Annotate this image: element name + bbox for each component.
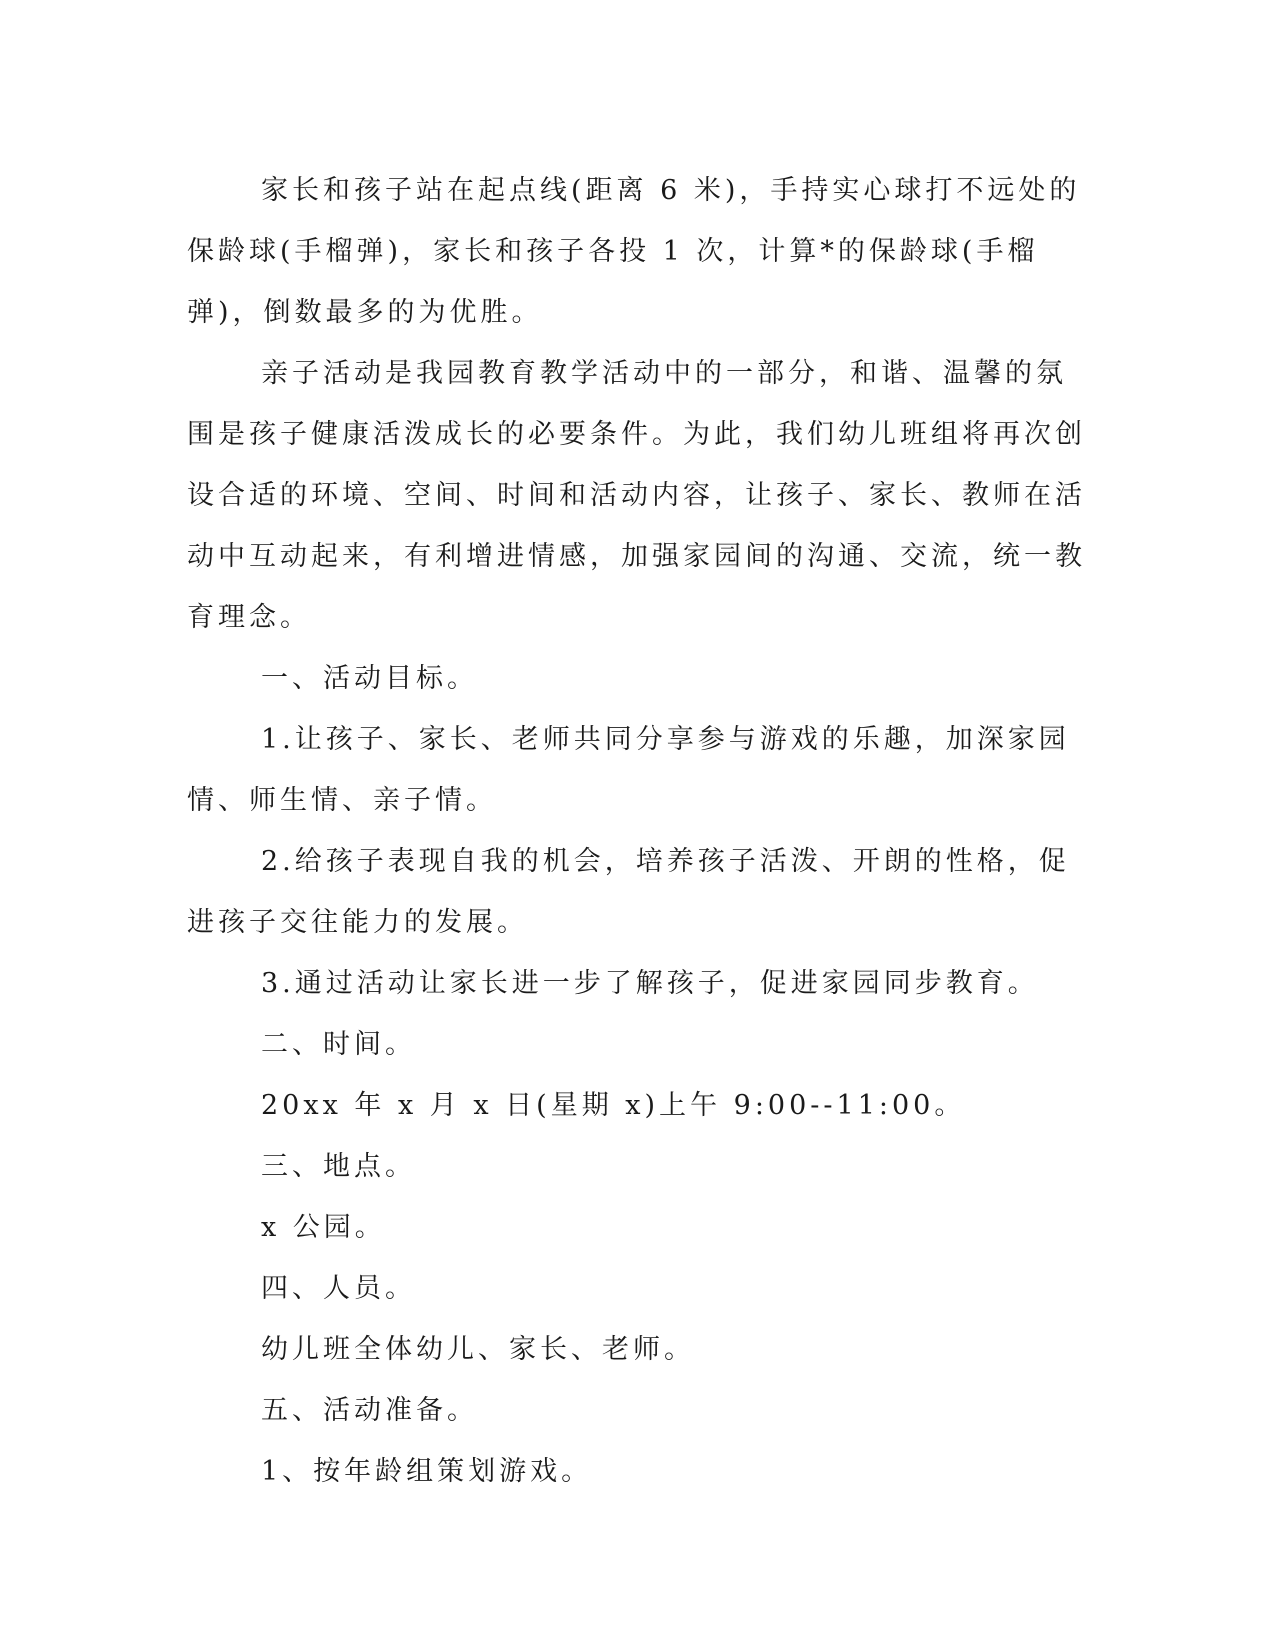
personnel-value: 幼儿班全体幼儿、家长、老师。 xyxy=(261,1334,695,1365)
preparation-item-1: 1、按年龄组策划游戏。 xyxy=(261,1456,593,1487)
document-body xyxy=(187,160,1087,1502)
heading-time: 二、时间。 xyxy=(261,1029,416,1060)
heading-location: 三、地点。 xyxy=(261,1151,416,1182)
time-value: 20xx 年 x 月 x 日(星期 x)上午 9:00--11:00。 xyxy=(261,1090,966,1121)
heading-personnel: 四、人员。 xyxy=(261,1273,416,1304)
paragraph-introduction: 亲子活动是我园教育教学活动中的一部分，和谐、温馨的氛围是孩子健康活泼成长的必要条件。为此，我们幼儿班组将再次创设合适的环境、空间、时间和活动内容，让孩子、家长、教师在活动中互动起来，有利增进情感，加强家园间的沟通、交流，统一教育理念。 xyxy=(187,358,1086,633)
goal-item-2: 2.给孩子表现自我的机会，培养孩子活泼、开朗的性格，促进孩子交往能力的发展。 xyxy=(187,846,1070,938)
heading-preparation: 五、活动准备。 xyxy=(261,1395,478,1426)
goal-item-1: 1.让孩子、家长、老师共同分享参与游戏的乐趣，加深家园情、师生情、亲子情。 xyxy=(187,724,1070,816)
paragraph-bowling-game: 家长和孩子站在起点线(距离 6 米)，手持实心球打不远处的保龄球(手榴弹)，家长和孩子各投 1 次，计算*的保龄球(手榴弹)，倒数最多的为优胜。 xyxy=(187,175,1081,328)
heading-activity-goals: 一、活动目标。 xyxy=(261,663,478,694)
goal-item-3: 3.通过活动让家长进一步了解孩子，促进家园同步教育。 xyxy=(261,968,1039,999)
location-value: x 公园。 xyxy=(261,1212,386,1243)
